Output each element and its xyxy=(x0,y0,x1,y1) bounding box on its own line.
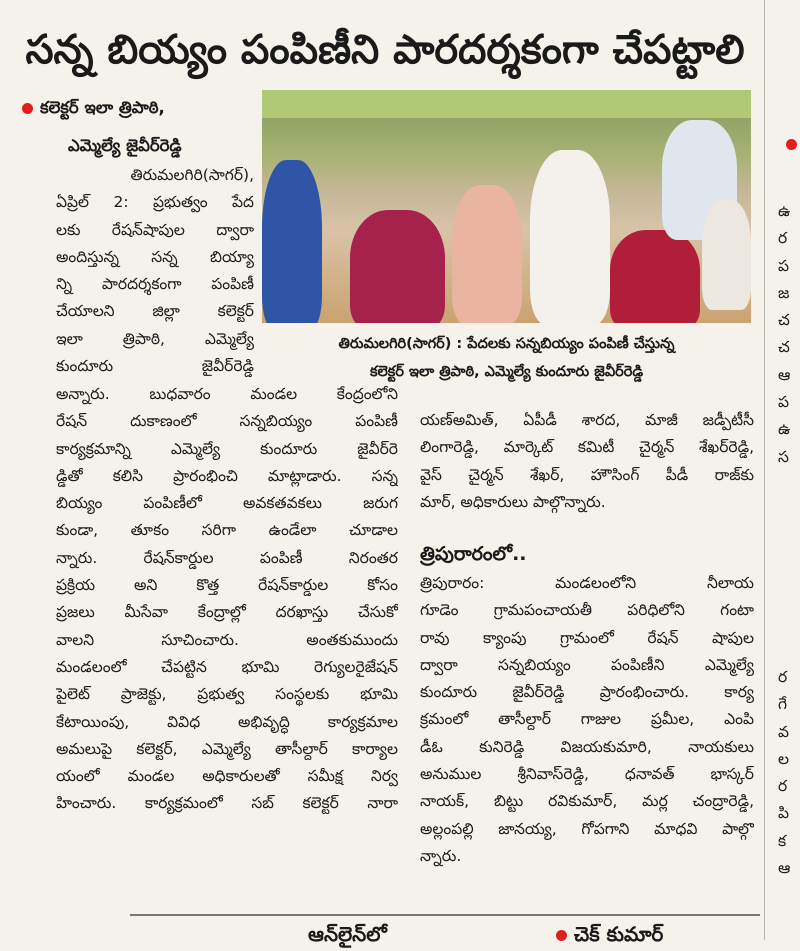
text-line: క్రమంలో తాసీల్దార్ గాజుల ప్రమీల, ఎంపి xyxy=(420,710,754,729)
bottom-divider xyxy=(130,914,760,916)
column-divider xyxy=(764,0,765,940)
text-line: న్నారు. xyxy=(420,846,462,865)
text-line: బియ్యం పంపిణీలో అవకతవకలు జరుగ xyxy=(56,494,398,513)
text-line: ప్రజలు మీసేవా కేంద్రాల్లో దరఖాస్తు చేసుకో xyxy=(56,603,398,622)
text-line: నాయక్, బిట్టు రవికుమార్, మర్ల చంద్రారెడ్డి, xyxy=(420,792,754,811)
bullet-icon xyxy=(786,139,797,150)
photo-figure xyxy=(610,230,700,323)
text-line: న్నారు. రేషన్‌కార్డుల పంపిణీ నిరంతర xyxy=(56,548,398,567)
text-line: మండలంలో చేపట్టిన భూమి రెగ్యులరైజేషన్ xyxy=(56,657,398,676)
photo-caption xyxy=(262,330,751,386)
edge-text: ర xyxy=(778,229,788,248)
photo-figure xyxy=(350,210,445,323)
column-1-top xyxy=(56,162,254,380)
bullet-icon xyxy=(556,930,567,941)
edge-text: ల xyxy=(778,749,789,768)
next-article-subheading: చెక్ కుమార్ xyxy=(574,922,664,946)
edge-text: పి xyxy=(778,804,790,823)
photo-figure xyxy=(530,150,610,323)
text-line: గూడెం గ్రామపంచాయతీ పరిధిలోని గంటా xyxy=(420,601,754,620)
column-2-bottom xyxy=(420,570,754,870)
text-line: కేటాయింపు, వివిధ అభివృద్ధి కార్యక్రమాల xyxy=(56,712,398,731)
subheading-mla: ఎమ్మెల్యే జైవీర్‌రెడ్డి xyxy=(68,136,182,155)
column-2-top xyxy=(420,407,754,516)
text-line: లింగారెడ్డి, మార్కెట్ కమిటీ చైర్మన్ శేఖర్‌రెడ్డి, xyxy=(420,438,754,457)
column-1-bottom xyxy=(56,381,398,818)
text-line: పైలెట్ ప్రాజెక్టు, ప్రభుత్వ సంస్థలకు భూమి xyxy=(56,685,398,704)
text-line: ఏప్రిల్ 2: ప్రభుత్వం పేద xyxy=(56,193,254,212)
text-line: రేషన్ దుకాణంలో సన్నబియ్యం పంపిణీ xyxy=(56,412,398,431)
text-line: యంలో మండల అధికారులతో సమీక్ష నిర్వ xyxy=(56,767,398,786)
text-line: కార్యక్రమాన్ని ఎమ్మెల్యే కుందూరు జైవీర్‌రె xyxy=(56,439,398,458)
edge-text: వ xyxy=(778,722,790,741)
edge-text: ఉ xyxy=(778,202,791,220)
edge-text: ఆ xyxy=(778,365,791,384)
edge-text: ఉ xyxy=(778,420,791,439)
subheading-collector: కలెక్టర్ ఇలా త్రిపాఠి, xyxy=(40,98,165,117)
adjacent-column-bottom xyxy=(778,664,800,882)
edge-text: జ xyxy=(778,283,790,302)
bullet-icon xyxy=(22,103,33,114)
text-line: అన్నారు. బుధవారం మండల కేంద్రంలోని xyxy=(56,385,398,403)
text-line: కుండా, తూకం సరిగా ఉండేలా చూడాల xyxy=(56,521,398,540)
text-line: మార్, అధికారులు పాల్గొన్నారు. xyxy=(420,492,606,511)
edge-text: ప xyxy=(778,256,790,275)
text-line: ఇలా త్రిపాఠి, ఎమ్మెల్యే xyxy=(56,329,254,348)
text-line: న్ని పారదర్శకంగా పంపిణీ xyxy=(56,275,254,294)
text-line: ప్రక్రియ అని కొత్త రేషన్‌కార్డుల కోసం xyxy=(56,576,398,595)
news-photo xyxy=(262,90,751,323)
edge-text: ప xyxy=(778,393,790,412)
text-line: కుందూరు జైవీర్‌రెడ్డి xyxy=(56,357,254,376)
text-line: డీఓ కునిరెడ్డి విజయకుమారి, నాయకులు xyxy=(420,737,754,756)
photo-tent xyxy=(262,90,751,118)
subheading-tripuraram: త్రిపురారంలో.. xyxy=(420,543,527,565)
photo-figure xyxy=(262,160,322,323)
text-line: అమలుపై కలెక్టర్, ఎమ్మెల్యే తాసీల్దార్ కార్యాల xyxy=(56,739,398,758)
edge-text: చ xyxy=(778,338,790,357)
photo-figure xyxy=(452,185,522,323)
edge-text: గే xyxy=(778,695,788,714)
dateline: తిరుమలగిరి(సాగర్), xyxy=(130,166,254,184)
text-line: డ్డితో కలిసి ప్రారంభించి మాట్లాడారు. సన్న xyxy=(56,466,398,485)
next-article-heading: ఆన్‌లైన్‌లో xyxy=(308,922,387,946)
text-line: అందిస్తున్న సన్న బియ్యా xyxy=(56,247,254,266)
caption-line: తిరుమలగిరి(సాగర్) : పేదలకు సన్నబియ్యం పంపిణీ చేస్తున్న xyxy=(338,336,675,352)
edge-text: ఆ xyxy=(778,859,791,878)
edge-text: ర xyxy=(778,777,788,796)
text-line: రావు క్యాంపు గ్రామంలో రేషన్ షాపుల xyxy=(420,628,754,647)
edge-text: ర xyxy=(778,668,788,686)
text-line: వాలని సూచించారు. అంతకుముందు xyxy=(56,630,398,649)
edge-text: క xyxy=(778,831,787,850)
text-line: కుందూరు జైవీర్‌రెడ్డి ప్రారంభించారు. కార్య xyxy=(420,683,754,702)
photo-figure xyxy=(702,200,751,310)
text-line: ద్వారా సన్నబియ్యం పంపిణీని ఎమ్మెల్యే xyxy=(420,655,754,674)
text-line: చేయాలని జిల్లా కలెక్టర్ xyxy=(56,302,254,321)
text-line: త్రిపురారం: మండలంలోని నీలాయ xyxy=(420,574,754,592)
text-line: యణ్‌అమిత్, ఏపీడీ శారద, మాజీ జడ్పీటీసీ xyxy=(420,411,754,429)
text-line: హించారు. కార్యక్రమంలో సబ్ కలెక్టర్ నారా xyxy=(56,794,398,813)
edge-text: స xyxy=(778,447,789,466)
adjacent-column-top xyxy=(778,198,800,471)
edge-text: చ xyxy=(778,311,790,330)
headline: సన్న బియ్యం పంపిణీని పారదర్శకంగా చేపట్టాలి xyxy=(25,27,745,73)
text-line: లకు రేషన్‌షాపుల ద్వారా xyxy=(56,220,254,239)
text-line: వైస్ చైర్మన్ శేఖర్, హౌసింగ్ పీడీ రాజ్‌కు xyxy=(420,465,754,484)
caption-line: కలెక్టర్ ఇలా త్రిపాఠి, ఎమ్మెల్యే కుందూరు జైవీర్‌రెడ్డి xyxy=(369,364,644,380)
text-line: అల్లంపల్లి జానయ్య, గోపగాని మాధవి పాల్గొ xyxy=(420,819,754,838)
text-line: అనుముల శ్రీనివాస్‌రెడ్డి, ధనావత్ భాస్కర్ xyxy=(420,765,754,784)
